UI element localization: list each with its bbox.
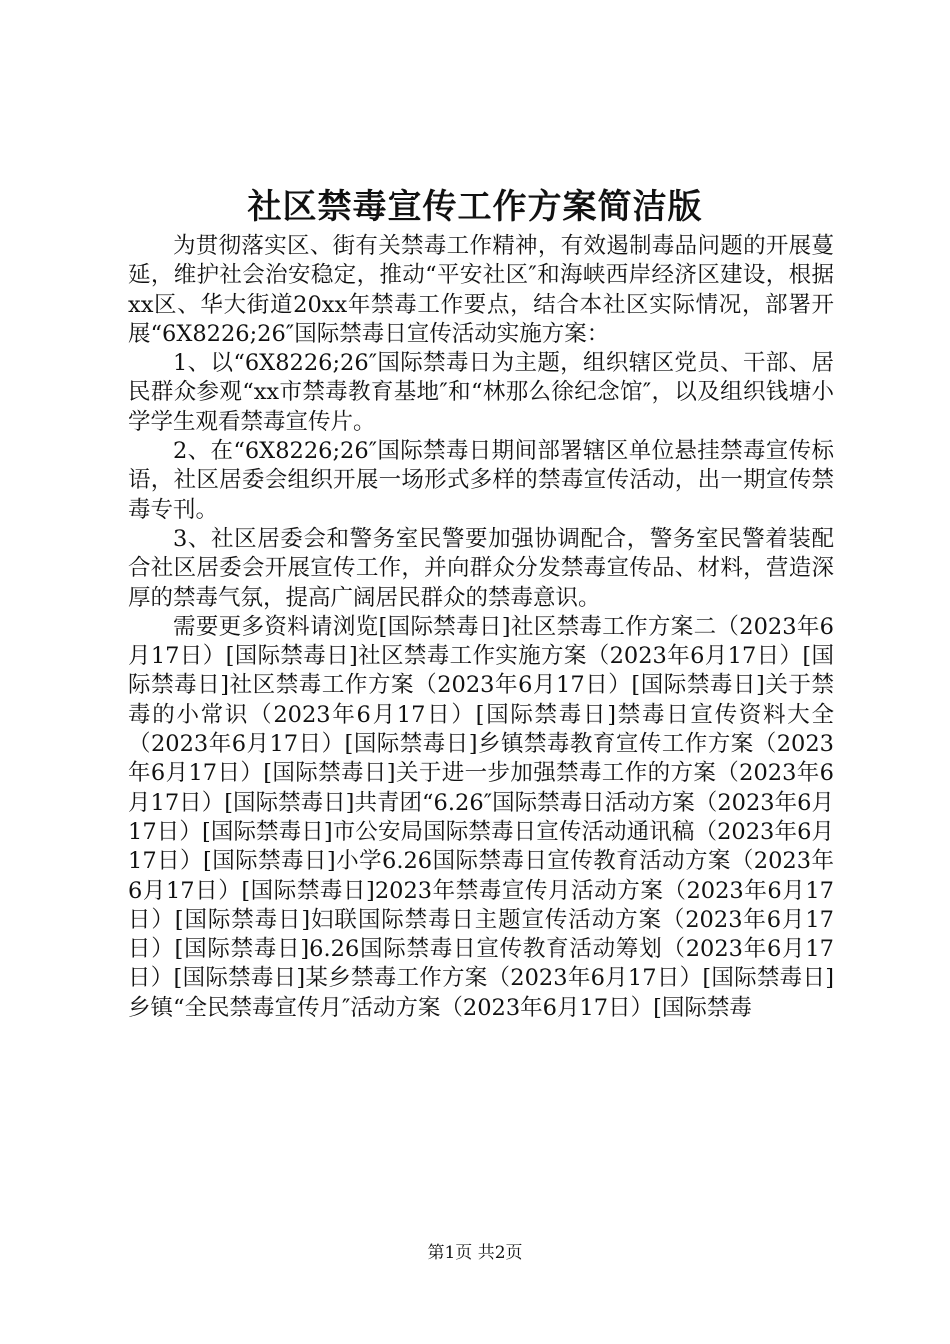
document-title: 社区禁毒宣传工作方案简洁版 <box>247 187 703 227</box>
item-paragraph-2: 2、在“6X8226;26″国际禁毒日期间部署辖区单位悬挂禁毒宣传标语，社区居委会组织开展一场形式多样的禁毒宣传活动，出一期宣传禁毒专刊。 <box>128 438 834 523</box>
page-number-footer: 第1页 共2页 <box>427 1243 523 1263</box>
intro-paragraph: 为贯彻落实区、街有关禁毒工作精神，有效遏制毒品问题的开展蔓延，维护社会治安稳定，推动“平安社区″和海峡西岸经济区建设，根据xx区、华大街道20xx年禁毒工作要点，结合本社区实际情况，部署开展“6X8226;26″国际禁毒日宣传活动实施方案： <box>128 233 834 347</box>
related-links-paragraph: 需要更多资料请浏览[国际禁毒日]社区禁毒工作方案二（2023年6月17日）[国际禁毒日]社区禁毒工作实施方案（2023年6月17日）[国际禁毒日]社区禁毒工作方案（2023年6月17日）[国际禁毒日]关于禁毒的小常识（2023年6月17日）[国际禁毒日]禁毒日宣传资料大全（2023年6月17日）[国际禁毒日]乡镇禁毒教育宣传工作方案（2023年6月17日）[国际禁毒日]关于进一步加强禁毒工作的方案（2023年6月17日）[国际禁毒日]共青团“6.26″国际禁毒日活动方案（2023年6月17日）[国际禁毒日]市公安局国际禁毒日宣传活动通讯稿（2023年6月17日）[国际禁毒日]小学6.26国际禁毒日宣传教育活动方案（2023年6月17日）[国际禁毒日]2023年禁毒宣传月活动方案（2023年6月17日）[国际禁毒日]妇联国际禁毒日主题宣传活动方案（2023年6月17日）[国际禁毒日]6.26国际禁毒日宣传教育活动筹划（2023年6月17日）[国际禁毒日]某乡禁毒工作方案（2023年6月17日）[国际禁毒日]乡镇“全民禁毒宣传月″活动方案（2023年6月17日）[国际禁毒 <box>128 613 834 1021</box>
document-body <box>128 232 834 1023</box>
item-paragraph-3: 3、社区居委会和警务室民警要加强协调配合，警务室民警着装配合社区居委会开展宣传工作，并向群众分发禁毒宣传品、材料，营造深厚的禁毒气氛，提高广阔居民群众的禁毒意识。 <box>128 525 834 611</box>
item-paragraph-1: 1、以“6X8226;26″国际禁毒日为主题，组织辖区党员、干部、居民群众参观“xx市禁毒教育基地″和“林那么徐纪念馆″，以及组织钱塘小学学生观看禁毒宣传片。 <box>128 350 834 435</box>
